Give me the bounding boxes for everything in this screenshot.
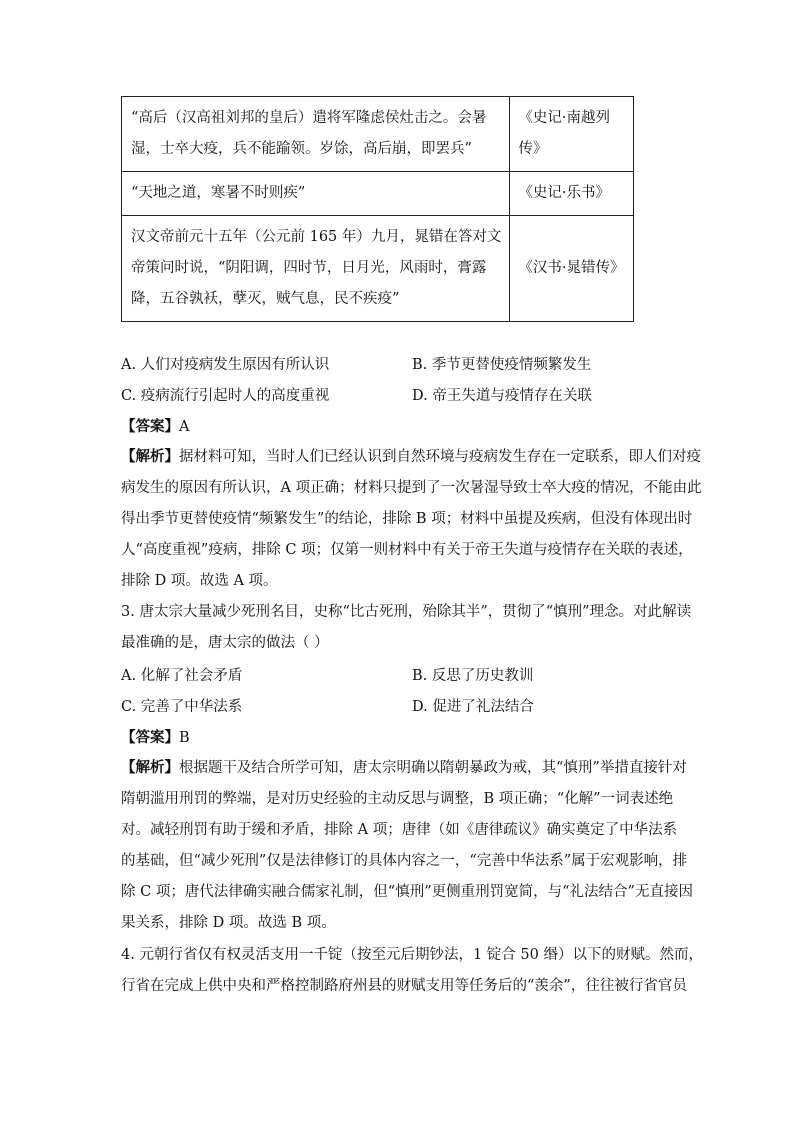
q4-stem bbox=[121, 940, 703, 1002]
answer-value: A bbox=[179, 419, 190, 435]
stem-line: 3. 唐太宗大量减少死刑名目，史称“比古死刑，殆除其半”，贯彻了“慎刑”理念。对此解读 bbox=[121, 604, 692, 620]
answer-tag: 【答案】 bbox=[121, 729, 179, 746]
q3-option-a[interactable]: A. 化解了社会矛盾 bbox=[121, 668, 243, 684]
q2-analysis bbox=[121, 441, 702, 597]
source-table bbox=[121, 96, 634, 322]
analysis-line: 隋朝滥用刑罚的弊端，是对历史经验的主动反思与调整，B 项正确；“化解”一词表述绝 bbox=[121, 791, 674, 807]
analysis-line: 病发生的原因有所认识，A 项正确；材料只提到了一次暑湿导致士卒大疫的情况，不能由此 bbox=[121, 480, 702, 496]
stem-line: 最准确的是，唐太宗的做法（ ） bbox=[121, 635, 329, 651]
table-citation-cell bbox=[510, 97, 633, 172]
table-citation-cell bbox=[510, 172, 633, 216]
table-quote-cell bbox=[122, 97, 510, 172]
q3-option-b[interactable]: B. 反思了历史教训 bbox=[412, 668, 534, 684]
analysis-tag: 【解析】 bbox=[121, 448, 179, 465]
q2-option-d[interactable]: D. 帝王失道与疫情存在关联 bbox=[412, 388, 592, 404]
q2-option-c[interactable]: C. 疫病流行引起时人的高度重视 bbox=[121, 388, 330, 404]
q3-answer bbox=[121, 728, 190, 748]
analysis-line: 对。减轻刑罚有助于缓和矛盾，排除 A 项；唐律（如《唐律疏议》确实奠定了中华法系 bbox=[121, 822, 678, 838]
table-citation-cell bbox=[510, 216, 633, 322]
quote-line: 降，五谷孰袄，孽灭，贼气息，民不疾疫” bbox=[131, 291, 400, 307]
analysis-line: 排除 D 项。故选 A 项。 bbox=[121, 573, 278, 589]
table-quote-cell bbox=[122, 216, 510, 322]
quote-line: 湿，士卒大疫，兵不能踰领。岁馀，高后崩，即罢兵” bbox=[131, 141, 472, 157]
citation-line: 《史记·乐书》 bbox=[518, 185, 611, 201]
quote-line: 帝策问时说，“阴阳调，四时节，日月光，风雨时，膏露 bbox=[131, 260, 487, 276]
q3-analysis bbox=[121, 752, 693, 939]
analysis-line: 的基础，但“减少死刑”仅是法律修订的具体内容之一，“完善中华法系”属于宏观影响，排 bbox=[121, 853, 688, 869]
citation-line: 《汉书·晁错传》 bbox=[518, 260, 625, 276]
quote-line: “天地之道，寒暑不时则疾” bbox=[131, 185, 306, 201]
citation-line: 传》 bbox=[518, 141, 548, 157]
table-quote-cell bbox=[122, 172, 510, 216]
quote-line: 汉文帝前元十五年（公元前 165 年）九月，晁错在答对文 bbox=[131, 229, 502, 245]
q2-option-b[interactable]: B. 季节更替使疫情频繁发生 bbox=[412, 357, 592, 373]
analysis-line: 【解析】据材料可知，当时人们已经认识到自然环境与疫病发生存在一定联系，即人们对疫 bbox=[121, 448, 701, 465]
q2-answer bbox=[121, 417, 189, 437]
citation-line: 《史记·南越列 bbox=[518, 110, 611, 126]
analysis-line: 【解析】根据题干及结合所学可知，唐太宗明确以隋朝暴政为戒，其“慎刑”举措直接针对 bbox=[121, 759, 687, 776]
stem-line: 行省在完成上供中央和严格控制路府州县的财赋支用等任务后的“羡余”，往往被行省官员 bbox=[121, 978, 687, 994]
q3-option-c[interactable]: C. 完善了中华法系 bbox=[121, 699, 243, 715]
analysis-tag: 【解析】 bbox=[121, 759, 179, 776]
table-row bbox=[122, 172, 634, 216]
table-row bbox=[122, 97, 634, 172]
analysis-line: 人“高度重视”疫病，排除 C 项；仅第一则材料中有关于帝王失道与疫情存在关联的表述， bbox=[121, 542, 693, 558]
analysis-line: 得出季节更替使疫情“频繁发生”的结论，排除 B 项；材料中虽提及疾病，但没有体现出时 bbox=[121, 511, 693, 527]
answer-tag: 【答案】 bbox=[121, 418, 179, 435]
q3-option-d[interactable]: D. 促进了礼法结合 bbox=[412, 699, 534, 715]
quote-line: “高后（汉高祖刘邦的皇后）遣将军隆虑侯灶击之。会暑 bbox=[131, 110, 487, 126]
q3-stem bbox=[121, 597, 692, 659]
table-row bbox=[122, 216, 634, 322]
q2-option-a[interactable]: A. 人们对疫病发生原因有所认识 bbox=[121, 357, 330, 373]
stem-line: 4. 元朝行省仅有权灵活支用一千锭（按至元后期钞法，1 锭合 50 缗）以下的财赋。然而， bbox=[121, 947, 703, 963]
answer-value: B bbox=[179, 730, 190, 746]
analysis-line: 果关系，排除 D 项。故选 B 项。 bbox=[121, 915, 336, 931]
analysis-line: 除 C 项；唐代法律确实融合儒家礼制，但“慎刑”更侧重刑罚宽简，与“礼法结合”无直接因 bbox=[121, 884, 693, 900]
